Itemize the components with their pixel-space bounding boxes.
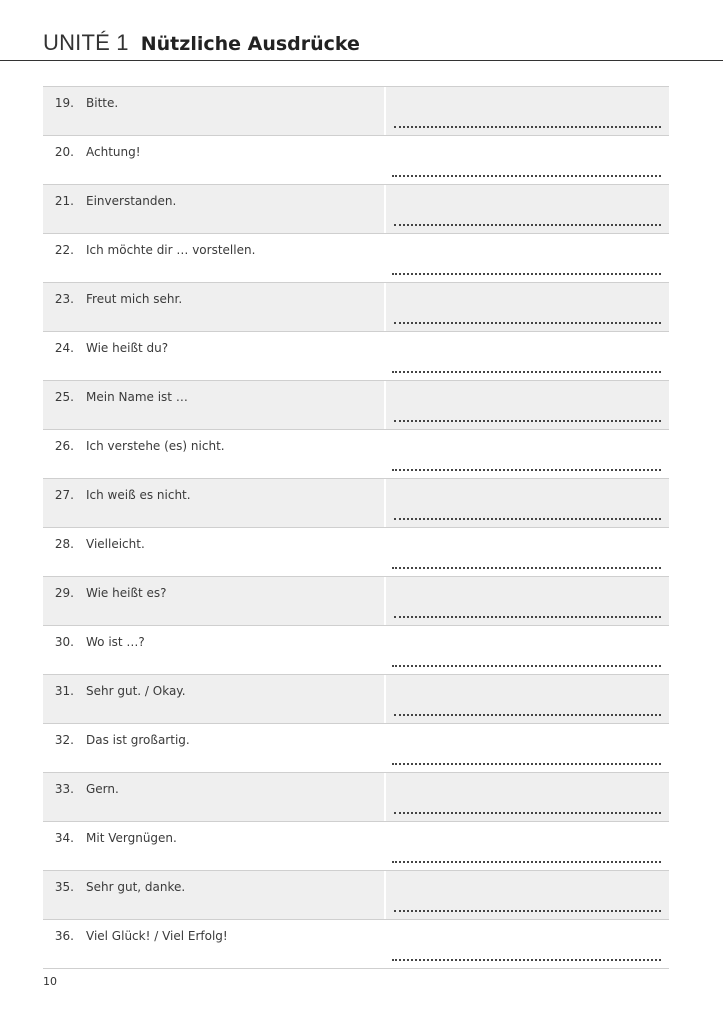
header-divider — [0, 60, 723, 61]
answer-cell[interactable] — [386, 675, 669, 723]
answer-cell[interactable] — [384, 822, 669, 870]
answer-cell[interactable] — [386, 479, 669, 527]
row-number: 22. — [54, 243, 74, 257]
answer-cell[interactable] — [384, 528, 669, 576]
answer-dotted-line — [392, 175, 661, 177]
table-row — [43, 87, 669, 136]
table-row — [43, 528, 669, 577]
row-number: 23. — [54, 292, 74, 306]
phrase-text: Vielleicht. — [86, 537, 145, 551]
phrase-cell — [43, 283, 386, 331]
table-row — [43, 283, 669, 332]
table-row — [43, 626, 669, 675]
table-row — [43, 920, 669, 969]
phrase-cell — [43, 234, 384, 282]
answer-dotted-line — [394, 910, 661, 912]
phrase-cell — [43, 87, 386, 135]
table-row — [43, 871, 669, 920]
answer-cell[interactable] — [384, 332, 669, 380]
table-row — [43, 332, 669, 381]
row-number: 25. — [54, 390, 74, 404]
phrase-cell — [43, 675, 386, 723]
answer-dotted-line — [394, 812, 661, 814]
phrase-cell — [43, 920, 384, 968]
row-number: 34. — [54, 831, 74, 845]
unit-label: UNITÉ 1 — [43, 30, 129, 55]
answer-dotted-line — [392, 763, 661, 765]
phrase-cell — [43, 871, 386, 919]
answer-cell[interactable] — [386, 381, 669, 429]
table-row — [43, 577, 669, 626]
table-row — [43, 773, 669, 822]
phrase-text: Wie heißt es? — [86, 586, 167, 600]
phrase-text: Ich weiß es nicht. — [86, 488, 191, 502]
table-row — [43, 185, 669, 234]
answer-dotted-line — [392, 273, 661, 275]
page-number: 10 — [43, 975, 57, 988]
phrase-cell — [43, 381, 386, 429]
table-row — [43, 234, 669, 283]
row-number: 24. — [54, 341, 74, 355]
table-row — [43, 479, 669, 528]
phrase-cell — [43, 822, 384, 870]
row-number: 21. — [54, 194, 74, 208]
phrase-text: Ich verstehe (es) nicht. — [86, 439, 225, 453]
answer-cell[interactable] — [384, 724, 669, 772]
phrase-text: Mit Vergnügen. — [86, 831, 177, 845]
answer-dotted-line — [392, 861, 661, 863]
phrase-text: Sehr gut. / Okay. — [86, 684, 186, 698]
answer-dotted-line — [394, 518, 661, 520]
row-number: 20. — [54, 145, 74, 159]
row-number: 31. — [54, 684, 74, 698]
phrase-cell — [43, 528, 384, 576]
answer-cell[interactable] — [384, 920, 669, 968]
answer-dotted-line — [392, 469, 661, 471]
row-number: 32. — [54, 733, 74, 747]
page-header — [43, 30, 360, 60]
answer-cell[interactable] — [384, 136, 669, 184]
phrase-text: Mein Name ist … — [86, 390, 188, 404]
answer-dotted-line — [394, 714, 661, 716]
table-row — [43, 381, 669, 430]
row-number: 35. — [54, 880, 74, 894]
phrase-text: Gern. — [86, 782, 119, 796]
table-row — [43, 724, 669, 773]
answer-dotted-line — [394, 322, 661, 324]
phrase-text: Wo ist …? — [86, 635, 145, 649]
table-row — [43, 675, 669, 724]
phrase-cell — [43, 332, 384, 380]
answer-dotted-line — [394, 616, 661, 618]
phrase-cell — [43, 430, 384, 478]
phrase-cell — [43, 724, 384, 772]
answer-dotted-line — [392, 959, 661, 961]
phrase-text: Ich möchte dir … vorstellen. — [86, 243, 256, 257]
answer-dotted-line — [394, 224, 661, 226]
phrase-text: Achtung! — [86, 145, 141, 159]
row-number: 30. — [54, 635, 74, 649]
answer-dotted-line — [392, 665, 661, 667]
row-number: 28. — [54, 537, 74, 551]
answer-dotted-line — [394, 420, 661, 422]
phrase-text: Viel Glück! / Viel Erfolg! — [86, 929, 228, 943]
phrase-cell — [43, 136, 384, 184]
row-number: 26. — [54, 439, 74, 453]
row-number: 27. — [54, 488, 74, 502]
row-number: 19. — [54, 96, 74, 110]
phrase-cell — [43, 185, 386, 233]
phrase-cell — [43, 626, 384, 674]
answer-dotted-line — [394, 126, 661, 128]
page-title: Nützliche Ausdrücke — [140, 33, 360, 55]
answer-cell[interactable] — [384, 626, 669, 674]
phrase-table — [43, 86, 669, 969]
phrase-cell — [43, 479, 386, 527]
answer-cell[interactable] — [386, 773, 669, 821]
row-number: 29. — [54, 586, 74, 600]
answer-dotted-line — [392, 567, 661, 569]
table-row — [43, 136, 669, 185]
answer-cell[interactable] — [386, 185, 669, 233]
answer-dotted-line — [392, 371, 661, 373]
phrase-text: Das ist großartig. — [86, 733, 190, 747]
phrase-text: Einverstanden. — [86, 194, 177, 208]
row-number: 36. — [54, 929, 74, 943]
phrase-text: Freut mich sehr. — [86, 292, 183, 306]
phrase-text: Wie heißt du? — [86, 341, 169, 355]
answer-cell[interactable] — [386, 87, 669, 135]
answer-cell[interactable] — [384, 430, 669, 478]
phrase-text: Bitte. — [86, 96, 119, 110]
phrase-text: Sehr gut, danke. — [86, 880, 186, 894]
row-number: 33. — [54, 782, 74, 796]
table-row — [43, 430, 669, 479]
phrase-cell — [43, 773, 386, 821]
answer-cell[interactable] — [386, 871, 669, 919]
phrase-cell — [43, 577, 386, 625]
table-row — [43, 822, 669, 871]
answer-cell[interactable] — [384, 234, 669, 282]
answer-cell[interactable] — [386, 577, 669, 625]
answer-cell[interactable] — [386, 283, 669, 331]
